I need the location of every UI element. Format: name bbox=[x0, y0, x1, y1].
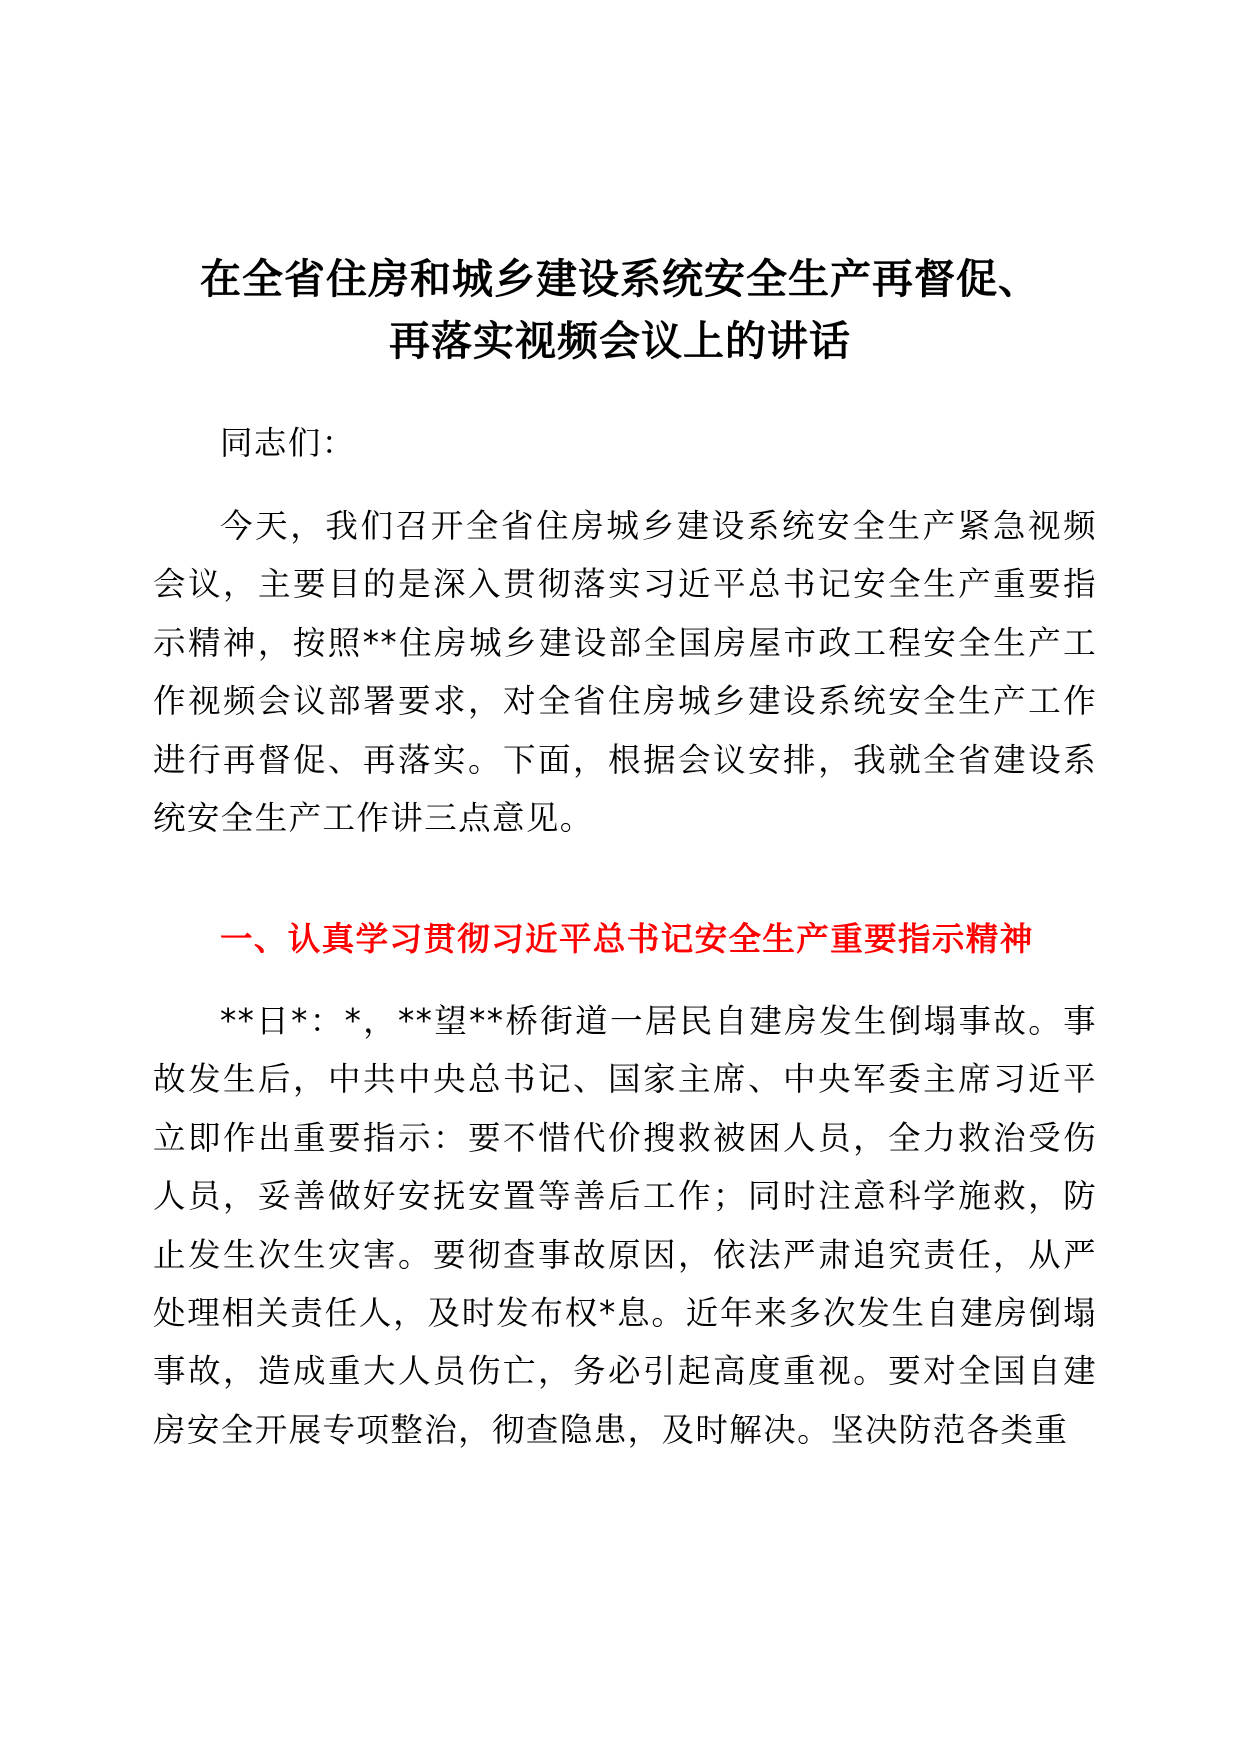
paragraph-intro: 今天，我们召开全省住房城乡建设系统安全生产紧急视频会议，主要目的是深入贯彻落实习近平总书记安全生产重要指示精神，按照**住房城乡建设部全国房屋市政工程安全生产工作视频会议部署要求，对全省住房城乡建设系统安全生产工作进行再督促、再落实。下面，根据会议安排，我就全省建设系统安全生产工作讲三点意见。 bbox=[153, 507, 1097, 838]
salutation: 同志们： bbox=[220, 424, 356, 462]
section-heading-1: 一、认真学习贯彻习近平总书记安全生产重要指示精神 bbox=[220, 920, 1034, 958]
title-line-1: 在全省住房和城乡建设系统安全生产再督促、 bbox=[200, 255, 1040, 303]
title-line-2: 再落实视频会议上的讲话 bbox=[389, 317, 851, 365]
document-title bbox=[0, 248, 1240, 372]
paragraph-section-1: **日*：*，**望**桥街道一居民自建房发生倒塌事故。事故发生后，中共中央总书记、国家主席、中央军委主席习近平立即作出重要指示：要不惜代价搜救被困人员，全力救治受伤人员，妥善做好安抚安置等善后工作；同时注意科学施救，防止发生次生灾害。要彻查事故原因，依法严肃追究责任，从严处理相关责任人，及时发布权*息。近年来多次发生自建房倒塌事故，造成重大人员伤亡，务必引起高度重视。要对全国自建房安全开展专项整治，彻查隐患，及时解决。坚决防范各类重 bbox=[153, 1002, 1097, 1449]
